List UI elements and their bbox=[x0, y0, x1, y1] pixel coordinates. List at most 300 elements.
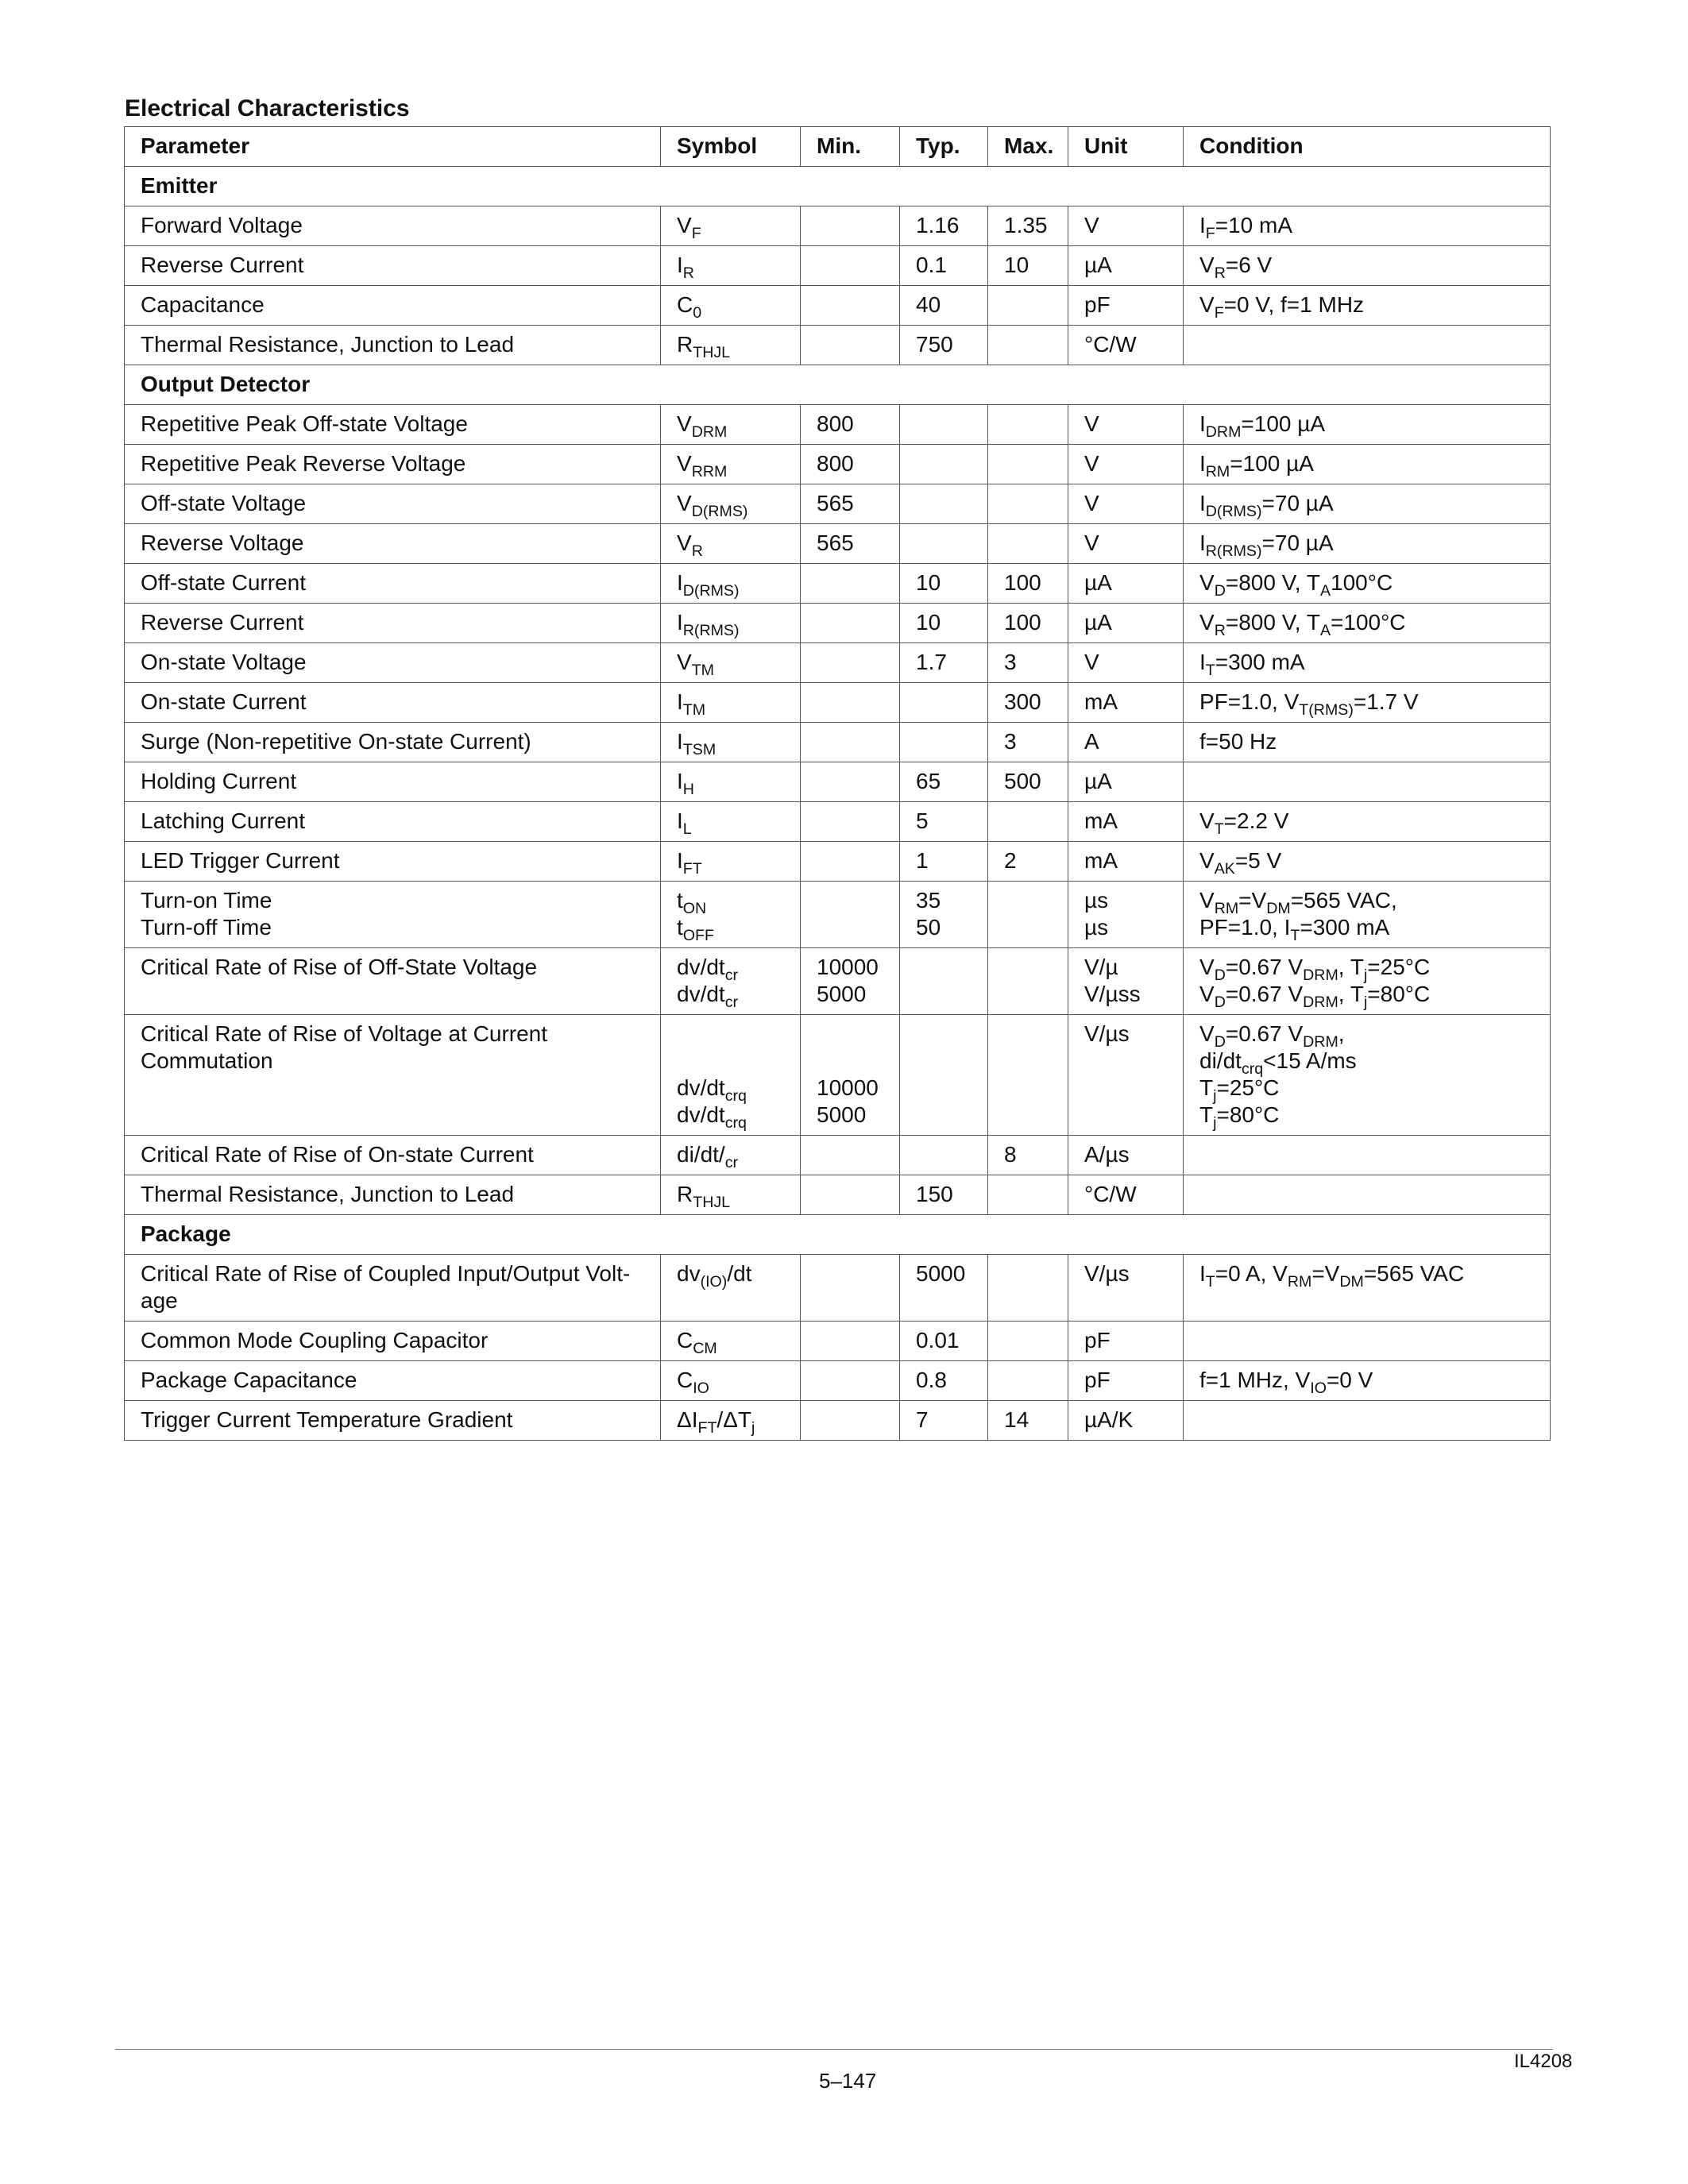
max-cell bbox=[988, 286, 1068, 326]
symbol-cell bbox=[661, 948, 801, 1015]
symbol-subscript: cr bbox=[724, 1153, 739, 1171]
symbol-cell bbox=[661, 1136, 801, 1175]
unit-cell: pF bbox=[1068, 1361, 1184, 1401]
min-cell bbox=[801, 1255, 900, 1322]
parameter-cell: Reverse Voltage bbox=[125, 524, 661, 564]
document-id: IL4208 bbox=[1514, 2051, 1573, 2072]
header-cell: Max. bbox=[988, 127, 1068, 167]
cond-sub: AK bbox=[1214, 859, 1235, 878]
cond-sub: RM bbox=[1205, 462, 1230, 480]
table-row bbox=[125, 762, 1551, 802]
parameter-cell: Common Mode Coupling Capacitor bbox=[125, 1322, 661, 1361]
symbol-text: V bbox=[677, 213, 692, 237]
typ-cell: 750 bbox=[900, 326, 988, 365]
symbol-subscript: RRM bbox=[691, 462, 728, 480]
cond-text: =800 V, T bbox=[1225, 570, 1320, 595]
symbol-text: ΔI bbox=[677, 1407, 698, 1432]
symbol-text: R bbox=[677, 332, 693, 357]
symbol-cell bbox=[661, 246, 801, 286]
cond-sub: T(RMS) bbox=[1299, 700, 1354, 719]
footer-divider bbox=[115, 2049, 1553, 2050]
min-cell bbox=[801, 604, 900, 643]
max-cell bbox=[988, 405, 1068, 445]
min-cell bbox=[801, 564, 900, 604]
cond-text: , T bbox=[1338, 982, 1364, 1006]
symbol-subscript: FT bbox=[697, 1418, 717, 1437]
typ-cell: 7 bbox=[900, 1401, 988, 1441]
cond-sub: T bbox=[1205, 1272, 1215, 1291]
parameter-cell: Repetitive Peak Off-state Voltage bbox=[125, 405, 661, 445]
condition-cell bbox=[1184, 882, 1551, 948]
typ-cell bbox=[900, 445, 988, 484]
table-row bbox=[125, 246, 1551, 286]
condition-cell bbox=[1184, 1401, 1551, 1441]
parameter-cell: Package Capacitance bbox=[125, 1361, 661, 1401]
table-row bbox=[125, 1401, 1551, 1441]
min-cell bbox=[801, 1401, 900, 1441]
symbol-text: I bbox=[677, 570, 683, 595]
min-cell bbox=[801, 326, 900, 365]
header-cell: Symbol bbox=[661, 127, 801, 167]
header-cell: Condition bbox=[1184, 127, 1551, 167]
cond-text: , T bbox=[1338, 955, 1364, 979]
max-cell: 3 bbox=[988, 723, 1068, 762]
cond-text: =800 V, T bbox=[1225, 610, 1320, 635]
symbol-cell bbox=[661, 405, 801, 445]
cond-text: V bbox=[1199, 610, 1215, 635]
cond-sub: DRM bbox=[1303, 993, 1338, 1011]
max-cell bbox=[988, 948, 1068, 1015]
table-row bbox=[125, 882, 1551, 948]
typ-cell bbox=[900, 683, 988, 723]
parameter-cell: Reverse Current bbox=[125, 246, 661, 286]
parameter-cell: On-state Voltage bbox=[125, 643, 661, 683]
symbol-subscript: 0 bbox=[693, 303, 702, 322]
min-cell bbox=[801, 643, 900, 683]
unit-cell: A bbox=[1068, 723, 1184, 762]
max-cell: 500 bbox=[988, 762, 1068, 802]
min-cell bbox=[801, 842, 900, 882]
table-row bbox=[125, 1322, 1551, 1361]
condition-cell bbox=[1184, 762, 1551, 802]
condition-cell bbox=[1184, 1322, 1551, 1361]
page-title: Electrical Characteristics bbox=[125, 95, 410, 122]
table-row bbox=[125, 604, 1551, 643]
condition-cell bbox=[1184, 445, 1551, 484]
symbol-subscript: cr bbox=[724, 966, 739, 984]
symbol-text: V bbox=[677, 531, 692, 555]
typ-cell bbox=[900, 1136, 988, 1175]
condition-cell bbox=[1184, 484, 1551, 524]
symbol-cell bbox=[661, 1255, 801, 1322]
symbol-subscript: D(RMS) bbox=[691, 502, 748, 520]
cond-text: 100°C bbox=[1331, 570, 1393, 595]
symbol-subscript: THJL bbox=[693, 1193, 731, 1211]
cond-sub: D bbox=[1214, 993, 1226, 1011]
unit-cell: V bbox=[1068, 445, 1184, 484]
symbol-cell bbox=[661, 882, 801, 948]
min-cell: 800 bbox=[801, 445, 900, 484]
min-cell bbox=[801, 948, 900, 1015]
max-cell bbox=[988, 882, 1068, 948]
parameter-cell: Forward Voltage bbox=[125, 206, 661, 246]
parameter-cell: Trigger Current Temperature Gradient bbox=[125, 1401, 661, 1441]
max-cell bbox=[988, 1175, 1068, 1215]
typ-cell: 65 bbox=[900, 762, 988, 802]
symbol-text: I bbox=[677, 689, 683, 714]
min-cell bbox=[801, 1322, 900, 1361]
parameter-cell: Latching Current bbox=[125, 802, 661, 842]
parameter-cell: Critical Rate of Rise of On-state Current bbox=[125, 1136, 661, 1175]
parameter-text: Turn-on Time bbox=[141, 888, 272, 913]
unit-cell: µA bbox=[1068, 604, 1184, 643]
symbol-text: I bbox=[677, 769, 683, 793]
cond-text: T bbox=[1199, 1102, 1214, 1127]
header-cell: Typ. bbox=[900, 127, 988, 167]
min-value: 10000 bbox=[817, 955, 879, 979]
symbol-cell bbox=[661, 206, 801, 246]
symbol-subscript: FT bbox=[682, 859, 702, 878]
typ-cell: 0.1 bbox=[900, 246, 988, 286]
cond-text: I bbox=[1199, 451, 1206, 476]
header-cell: Min. bbox=[801, 127, 900, 167]
unit-cell: V/µs bbox=[1068, 1015, 1184, 1136]
condition-cell bbox=[1184, 842, 1551, 882]
unit-cell: V/µs bbox=[1068, 1255, 1184, 1322]
symbol-subscript: THJL bbox=[693, 343, 731, 361]
symbol-subscript: F bbox=[691, 224, 701, 242]
min-cell bbox=[801, 683, 900, 723]
symbol-text: I bbox=[677, 610, 683, 635]
cond-text: PF=1.0, V bbox=[1199, 689, 1300, 714]
unit-cell: mA bbox=[1068, 802, 1184, 842]
typ-cell: 150 bbox=[900, 1175, 988, 1215]
cond-text: I bbox=[1199, 650, 1206, 674]
unit-cell: µA bbox=[1068, 762, 1184, 802]
parameter-cell: Critical Rate of Rise of Voltage at Current Commutation bbox=[125, 1015, 661, 1136]
condition-cell bbox=[1184, 723, 1551, 762]
header-row bbox=[125, 127, 1551, 167]
cond-sub: j bbox=[1363, 966, 1368, 984]
min-value: 5000 bbox=[817, 1102, 867, 1127]
condition-cell bbox=[1184, 206, 1551, 246]
table-row bbox=[125, 206, 1551, 246]
cond-sub: F bbox=[1214, 303, 1224, 322]
unit-cell: mA bbox=[1068, 842, 1184, 882]
unit-cell: V bbox=[1068, 206, 1184, 246]
max-cell: 10 bbox=[988, 246, 1068, 286]
cond-sub: D bbox=[1214, 1032, 1226, 1051]
parameter-cell: Reverse Current bbox=[125, 604, 661, 643]
condition-cell bbox=[1184, 643, 1551, 683]
symbol-cell bbox=[661, 524, 801, 564]
unit-cell: °C/W bbox=[1068, 326, 1184, 365]
table-row bbox=[125, 1136, 1551, 1175]
cond-text: I bbox=[1199, 1261, 1206, 1286]
table-row bbox=[125, 643, 1551, 683]
min-cell bbox=[801, 1136, 900, 1175]
cond-sub: crq bbox=[1241, 1059, 1264, 1078]
parameter-cell: Repetitive Peak Reverse Voltage bbox=[125, 445, 661, 484]
unit-cell: A/µs bbox=[1068, 1136, 1184, 1175]
cond-text: V bbox=[1199, 848, 1215, 873]
cond-text: V bbox=[1199, 1021, 1215, 1046]
unit-value: V/µ bbox=[1084, 955, 1118, 979]
condition-cell bbox=[1184, 405, 1551, 445]
section-package: Package bbox=[125, 1215, 1551, 1255]
symbol-subscript: crq bbox=[724, 1113, 747, 1132]
condition-cell bbox=[1184, 1255, 1551, 1322]
condition-cell bbox=[1184, 1015, 1551, 1136]
cond-text: =V bbox=[1238, 888, 1267, 913]
cond-text: =25°C bbox=[1216, 1075, 1280, 1100]
min-cell bbox=[801, 802, 900, 842]
max-cell bbox=[988, 524, 1068, 564]
unit-cell: µA/K bbox=[1068, 1401, 1184, 1441]
section-row bbox=[125, 1215, 1551, 1255]
table-row bbox=[125, 948, 1551, 1015]
symbol-subscript: R bbox=[682, 264, 694, 282]
symbol-cell bbox=[661, 326, 801, 365]
symbol-cell bbox=[661, 484, 801, 524]
symbol-subscript: ON bbox=[682, 899, 707, 917]
typ-cell: 10 bbox=[900, 604, 988, 643]
section-output-detector: Output Detector bbox=[125, 365, 1551, 405]
cond-text: =100 µA bbox=[1230, 451, 1314, 476]
max-cell: 100 bbox=[988, 604, 1068, 643]
table-row bbox=[125, 484, 1551, 524]
table-row bbox=[125, 1015, 1551, 1136]
condition-cell bbox=[1184, 246, 1551, 286]
condition-cell bbox=[1184, 1175, 1551, 1215]
max-cell bbox=[988, 802, 1068, 842]
symbol-text: V bbox=[677, 411, 692, 436]
cond-text: I bbox=[1199, 491, 1206, 515]
cond-text: =70 µA bbox=[1261, 491, 1334, 515]
cond-text: di/dt bbox=[1199, 1048, 1242, 1073]
symbol-cell bbox=[661, 723, 801, 762]
typ-cell: 0.01 bbox=[900, 1322, 988, 1361]
cond-text: =0 A, V bbox=[1215, 1261, 1288, 1286]
min-cell: 565 bbox=[801, 524, 900, 564]
symbol-text: /ΔT bbox=[717, 1407, 752, 1432]
max-cell bbox=[988, 1255, 1068, 1322]
typ-cell: 40 bbox=[900, 286, 988, 326]
typ-cell: 1.16 bbox=[900, 206, 988, 246]
cond-text: V bbox=[1199, 253, 1215, 277]
table-row bbox=[125, 286, 1551, 326]
symbol-subscript: TSM bbox=[682, 740, 717, 758]
typ-cell bbox=[900, 524, 988, 564]
table-row bbox=[125, 1255, 1551, 1322]
symbol-cell bbox=[661, 564, 801, 604]
symbol-cell bbox=[661, 1361, 801, 1401]
cond-text: V bbox=[1199, 955, 1215, 979]
condition-cell bbox=[1184, 1361, 1551, 1401]
min-cell: 565 bbox=[801, 484, 900, 524]
symbol-subscript: IO bbox=[693, 1379, 709, 1397]
typ-cell bbox=[900, 1015, 988, 1136]
max-cell: 1.35 bbox=[988, 206, 1068, 246]
symbol-text: t bbox=[677, 888, 683, 913]
typ-cell bbox=[900, 484, 988, 524]
section-emitter: Emitter bbox=[125, 167, 1551, 206]
min-cell bbox=[801, 286, 900, 326]
min-cell bbox=[801, 762, 900, 802]
cond-sub: j bbox=[1213, 1086, 1217, 1105]
cond-text: =V bbox=[1311, 1261, 1340, 1286]
parameter-cell: Off-state Voltage bbox=[125, 484, 661, 524]
unit-cell: °C/W bbox=[1068, 1175, 1184, 1215]
symbol-text: /dt bbox=[727, 1261, 752, 1286]
cond-text: =0 V, f=1 MHz bbox=[1223, 292, 1365, 317]
cond-text: =300 mA bbox=[1215, 650, 1305, 674]
cond-text: =1.7 V bbox=[1353, 689, 1419, 714]
symbol-cell bbox=[661, 604, 801, 643]
symbol-text: C bbox=[677, 1328, 693, 1352]
cond-text: f=1 MHz, V bbox=[1199, 1368, 1311, 1392]
cond-sub: R bbox=[1214, 621, 1226, 639]
symbol-text: C bbox=[677, 292, 693, 317]
cond-text: , bbox=[1338, 1021, 1345, 1046]
symbol-text: t bbox=[677, 915, 683, 940]
parameter-cell: Thermal Resistance, Junction to Lead bbox=[125, 326, 661, 365]
cond-text: =100 µA bbox=[1241, 411, 1326, 436]
table-row bbox=[125, 524, 1551, 564]
condition-cell bbox=[1184, 683, 1551, 723]
symbol-cell bbox=[661, 1015, 801, 1136]
parameter-text: Turn-off Time bbox=[141, 915, 272, 940]
min-cell bbox=[801, 723, 900, 762]
parameter-cell: LED Trigger Current bbox=[125, 842, 661, 882]
unit-value: µs bbox=[1084, 888, 1109, 913]
cond-text: =5 V bbox=[1234, 848, 1282, 873]
parameter-text: Critical Rate of Rise of Coupled Input/Output Volt- bbox=[141, 1261, 631, 1286]
cond-text: =70 µA bbox=[1261, 531, 1334, 555]
cond-text: =2.2 V bbox=[1223, 808, 1289, 833]
symbol-subscript: DRM bbox=[691, 423, 728, 441]
cond-text: =0.67 V bbox=[1225, 1021, 1304, 1046]
cond-sub: DM bbox=[1266, 899, 1291, 917]
electrical-characteristics-table bbox=[124, 126, 1551, 1441]
parameter-cell: Capacitance bbox=[125, 286, 661, 326]
cond-sub: DM bbox=[1339, 1272, 1364, 1291]
parameter-cell bbox=[125, 882, 661, 948]
symbol-text: I bbox=[677, 848, 683, 873]
symbol-text: V bbox=[677, 451, 692, 476]
cond-sub: A bbox=[1319, 621, 1331, 639]
symbol-text: I bbox=[677, 253, 683, 277]
cond-text: V bbox=[1199, 808, 1215, 833]
section-row bbox=[125, 365, 1551, 405]
cond-sub: F bbox=[1205, 224, 1215, 242]
min-cell bbox=[801, 206, 900, 246]
unit-cell: V bbox=[1068, 405, 1184, 445]
unit-cell: µA bbox=[1068, 246, 1184, 286]
parameter-cell: Critical Rate of Rise of Off-State Voltage bbox=[125, 948, 661, 1015]
symbol-text: I bbox=[677, 729, 683, 754]
max-cell: 100 bbox=[988, 564, 1068, 604]
cond-text: PF=1.0, I bbox=[1199, 915, 1291, 940]
section-row bbox=[125, 167, 1551, 206]
table-row bbox=[125, 405, 1551, 445]
symbol-text: dv/dt bbox=[677, 1102, 725, 1127]
table-row bbox=[125, 842, 1551, 882]
table-row bbox=[125, 1175, 1551, 1215]
typ-cell bbox=[900, 948, 988, 1015]
unit-value: µs bbox=[1084, 915, 1109, 940]
symbol-subscript: TM bbox=[691, 661, 714, 679]
cond-text: =80°C bbox=[1367, 982, 1431, 1006]
min-cell bbox=[801, 1015, 900, 1136]
cond-text: =565 VAC bbox=[1363, 1261, 1465, 1286]
cond-sub: R(RMS) bbox=[1205, 542, 1262, 560]
symbol-subscript: CM bbox=[693, 1339, 717, 1357]
symbol-cell bbox=[661, 445, 801, 484]
condition-cell bbox=[1184, 948, 1551, 1015]
cond-text: V bbox=[1199, 982, 1215, 1006]
condition-cell bbox=[1184, 524, 1551, 564]
min-cell: 800 bbox=[801, 405, 900, 445]
cond-text: =300 mA bbox=[1300, 915, 1390, 940]
symbol-subscript: H bbox=[682, 780, 694, 798]
cond-sub: T bbox=[1290, 926, 1300, 944]
typ-cell: 5000 bbox=[900, 1255, 988, 1322]
typ-value: 35 bbox=[916, 888, 941, 913]
symbol-cell bbox=[661, 1175, 801, 1215]
cond-text: =0 V bbox=[1326, 1368, 1373, 1392]
max-cell: 8 bbox=[988, 1136, 1068, 1175]
cond-text: =25°C bbox=[1367, 955, 1431, 979]
unit-cell: pF bbox=[1068, 286, 1184, 326]
cond-sub: R bbox=[1214, 264, 1226, 282]
unit-cell: V bbox=[1068, 524, 1184, 564]
max-cell bbox=[988, 326, 1068, 365]
symbol-text: dv bbox=[677, 1261, 701, 1286]
cond-text: V bbox=[1199, 292, 1215, 317]
parameter-cell: Off-state Current bbox=[125, 564, 661, 604]
symbol-subscript: R bbox=[691, 542, 703, 560]
typ-cell bbox=[900, 723, 988, 762]
symbol-cell bbox=[661, 286, 801, 326]
cond-sub: D(RMS) bbox=[1205, 502, 1262, 520]
symbol-subscript: D(RMS) bbox=[682, 581, 740, 600]
parameter-cell: Holding Current bbox=[125, 762, 661, 802]
symbol-cell bbox=[661, 683, 801, 723]
min-cell bbox=[801, 882, 900, 948]
page-number: 5–147 bbox=[819, 2069, 877, 2093]
table-row bbox=[125, 723, 1551, 762]
symbol-cell bbox=[661, 762, 801, 802]
condition-cell bbox=[1184, 1136, 1551, 1175]
cond-sub: j bbox=[1363, 993, 1368, 1011]
typ-value: 50 bbox=[916, 915, 941, 940]
max-cell bbox=[988, 484, 1068, 524]
cond-sub: T bbox=[1205, 661, 1215, 679]
max-cell bbox=[988, 1361, 1068, 1401]
condition-cell bbox=[1184, 604, 1551, 643]
parameter-cell: Thermal Resistance, Junction to Lead bbox=[125, 1175, 661, 1215]
header-cell: Parameter bbox=[125, 127, 661, 167]
cond-text: f=50 Hz bbox=[1199, 729, 1277, 754]
cond-sub: D bbox=[1214, 966, 1226, 984]
cond-text: V bbox=[1199, 570, 1215, 595]
symbol-subscript: j bbox=[751, 1418, 755, 1437]
symbol-text: R bbox=[677, 1182, 693, 1206]
cond-text: I bbox=[1199, 411, 1206, 436]
max-cell: 14 bbox=[988, 1401, 1068, 1441]
min-value: 5000 bbox=[817, 982, 867, 1006]
